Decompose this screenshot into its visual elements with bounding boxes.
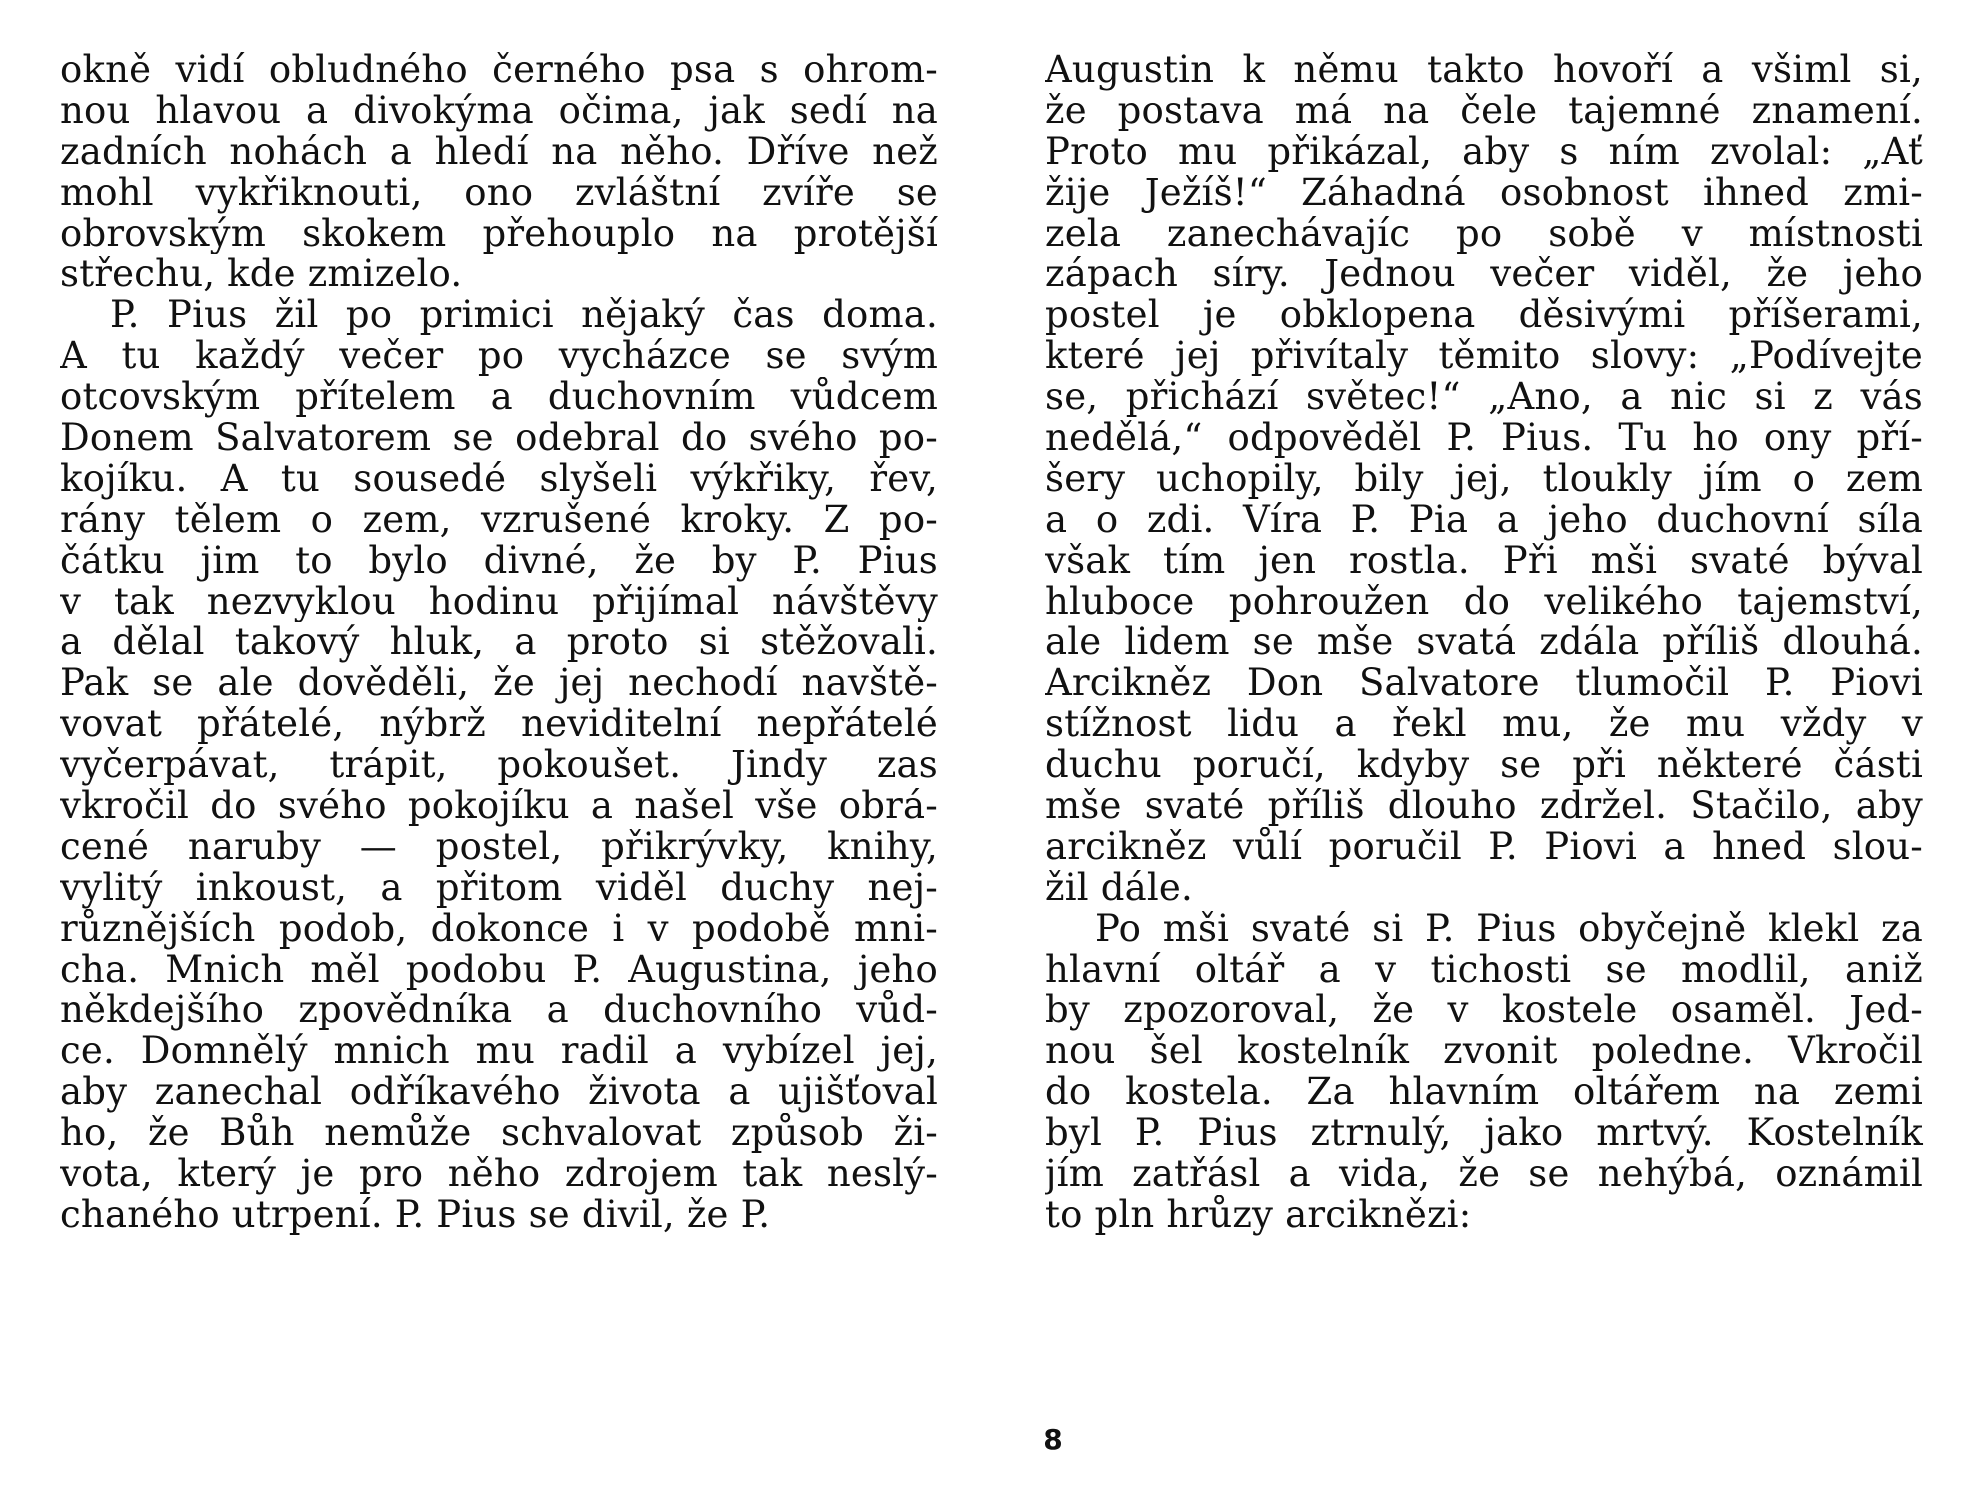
text-line: mše svaté příliš dlouho zdržel. Stačilo, aby (1045, 786, 1923, 827)
text-line: obrovským skokem přehouplo na protější (60, 213, 938, 255)
text-line: v tak nezvyklou hodinu přijímal návštěvy (60, 581, 938, 623)
text-line: zela zanechávajíc po sobě v místnosti (1045, 213, 1923, 255)
text-line: Pak se ale dověděli, že jej nechodí navště- (60, 663, 938, 705)
text-line: vkročil do svého pokojíku a našel vše obrá- (60, 786, 938, 827)
text-line: ale lidem se mše svatá zdála příliš dlouhá. (1045, 622, 1923, 664)
text-line: a o zdi. Víra P. Pia a jeho duchovní síla (1045, 499, 1923, 541)
text-line: hluboce pohroužen do velikého tajemství, (1045, 581, 1923, 623)
text-line: ho, že Bůh nemůže schvalovat způsob ži- (60, 1113, 938, 1155)
text-line: ce. Domnělý mnich mu radil a vybízel jej, (60, 1031, 938, 1073)
text-line: vylitý inkoust, a přitom viděl duchy nej- (60, 867, 938, 909)
text-line: někdejšího zpovědníka a duchovního vůd- (60, 990, 938, 1032)
paragraph-start-line: P. Pius žil po primici nějaký čas doma. (110, 295, 938, 337)
text-line: vota, který je pro něho zdrojem tak neslý- (60, 1154, 938, 1195)
text-line: nedělá,“ odpověděl P. Pius. Tu ho ony pří- (1045, 418, 1923, 459)
text-line: aby zanechal odříkavého života a ujišťoval (60, 1072, 938, 1114)
text-line: zápach síry. Jednou večer viděl, že jeho (1045, 254, 1923, 296)
paragraph-start-line: Po mši svaté si P. Pius obyčejně klekl za (1095, 908, 1923, 950)
text-line: vovat přátelé, nýbrž neviditelní nepřátelé (60, 704, 938, 746)
text-line: stížnost lidu a řekl mu, že mu vždy v (1045, 704, 1923, 746)
text-line: žije Ježíš!“ Záhadná osobnost ihned zmi- (1045, 172, 1923, 214)
text-line: se, přichází světec!“ „Ano, a nic si z vás (1045, 377, 1923, 419)
text-line: a dělal takový hluk, a proto si stěžovali. (60, 622, 938, 664)
text-line: šery uchopily, bily jej, tloukly jím o zem (1045, 458, 1923, 500)
text-line: různějších podob, dokonce i v podobě mni- (60, 908, 938, 950)
text-line: duchu poručí, kdyby se při některé části (1045, 745, 1923, 787)
text-line: že postava má na čele tajemné znamení. (1045, 90, 1923, 132)
text-line: rány tělem o zem, vzrušené kroky. Z po- (60, 499, 938, 541)
text-line: arcikněz vůlí poručil P. Piovi a hned slou- (1045, 826, 1923, 868)
text-line: chaného utrpení. P. Pius se divil, že P. (60, 1194, 771, 1236)
text-line: čátku jim to bylo divné, že by P. Pius (60, 540, 938, 582)
text-line: které jej přivítaly těmito slovy: „Podívejte (1045, 336, 1923, 378)
text-line: jím zatřásl a vida, že se nehýbá, oznámil (1045, 1154, 1923, 1195)
text-line: byl P. Pius ztrnulý, jako mrtvý. Kostelník (1045, 1113, 1923, 1155)
text-line: nou hlavou a divokýma očima, jak sedí na (60, 90, 938, 132)
text-line: střechu, kde zmizelo. (60, 254, 463, 296)
text-line: však tím jen rostla. Při mši svaté býval (1045, 540, 1923, 582)
text-line: hlavní oltář a v tichosti se modlil, aniž (1045, 949, 1923, 991)
text-line: to pln hrůzy arciknězi: (1045, 1194, 1472, 1236)
text-line: Donem Salvatorem se odebral do svého po- (60, 418, 938, 459)
text-line: otcovským přítelem a duchovním vůdcem (60, 377, 938, 419)
text-line: kojíku. A tu sousedé slyšeli výkřiky, řev, (60, 458, 938, 500)
right-column-text (1045, 50, 1925, 1236)
text-line: zadních nohách a hledí na něho. Dříve než (60, 131, 938, 173)
text-line: Augustin k němu takto hovoří a všiml si, (1045, 50, 1923, 91)
text-line: okně vidí obludného černého psa s ohrom- (60, 50, 938, 91)
page-number: 8 (1043, 1423, 1063, 1456)
text-line: mohl vykřiknouti, ono zvláštní zvíře se (60, 172, 938, 214)
text-line: vyčerpávat, trápit, pokoušet. Jindy zas (60, 745, 938, 787)
text-line: žil dále. (1045, 867, 1193, 909)
text-line: Proto mu přikázal, aby s ním zvolal: „Ať (1045, 131, 1923, 173)
text-line: by zpozoroval, že v kostele osaměl. Jed- (1045, 990, 1923, 1032)
text-line: cené naruby — postel, přikrývky, knihy, (60, 826, 938, 868)
text-line: Arcikněz Don Salvatore tlumočil P. Piovi (1045, 663, 1923, 705)
left-column-text (60, 50, 940, 1236)
text-line: postel je obklopena děsivými příšerami, (1045, 295, 1923, 337)
text-line: do kostela. Za hlavním oltářem na zemi (1045, 1072, 1923, 1114)
text-line: A tu každý večer po vycházce se svým (60, 336, 938, 378)
text-line: cha. Mnich měl podobu P. Augustina, jeho (60, 949, 938, 991)
text-line: nou šel kostelník zvonit poledne. Vkročil (1045, 1031, 1923, 1073)
